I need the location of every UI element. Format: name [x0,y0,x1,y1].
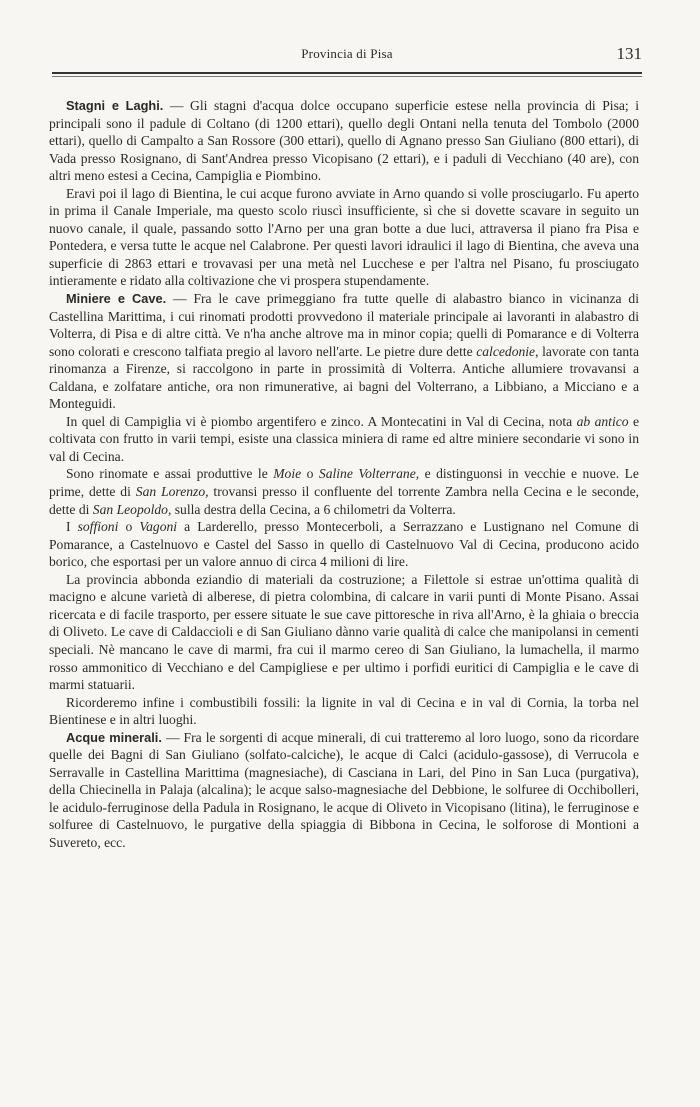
paragraph-soffioni [49,518,639,571]
paragraph-text: — Gli stagni d'acqua dolce occupano superficie estese nella provincia di Pisa; i principali sono il padule di Coltano (di 1200 ettari), quello degli Ontani nella tenuta del Tombolo (2000 ettari), quello di Campalto a San Rossore (300 ettari), quello di Agnano presso San Giuliano (800 ettari), di Vada presso Rosignano, di Sant'Andrea presso Vicopisano (2 ettari), e i paduli di Vecchiano (40 are), con altri meno estesi a Cecina, Campiglia e Piombino. [49,98,640,184]
paragraph-text: o [118,519,140,535]
paragraph-text: Ricorderemo infine i combustibili fossili: la lignite in val di Cecina e in val di Cornia, la torba nel Bientinese e in altri luoghi. [49,694,639,728]
paragraph-text: I [66,519,78,535]
paragraph-stagni [49,97,639,185]
paragraph-text: , lavorate con tanta rinomanza a Firenze, si raccolgono in parte in prossimità di Volterra. Antiche allumiere trovavansi a Caldana, e zolfatare antiche, ora non rimunerative, ai bagni del Volterrano, a Libbiano, a Micciano e a Monteguidi. [49,343,639,412]
paragraph-text: e coltivata con frutto in varii tempi, esiste una classica miniera di rame ed altre miniere secondarie vi sono in val di Cecina. [49,413,639,464]
paragraph-text: a Larderello, presso Montecerboli, a Serrazzano e Lustignano nel Comune di Pomarance, a Castelnuovo e Castel del Sasso in quello di Castelnuovo Val di Cecina, producono acido borico, che esportasi per un valore annuo di circa 4 milioni di lire. [49,519,639,570]
italic-term: San Lorenzo, [135,484,209,500]
section-heading-stagni: Stagni e Laghi. [66,98,164,113]
paragraph-text: — Fra le cave primeggiano fra tutte quelle di alabastro bianco in vicinanza di Castellina Marittima, i cui rinomati prodotti provvedono il materiale principale ai lavoranti in alabastro di Volterra, di Pisa e di altre città. Ve n'ha anche altrove ma in minor copia; quelli di Pomarance e di Volterra sono colorati e crescono talfiata pregio al lavoro nell'arte. Le pietre dure dette [49,291,639,359]
section-heading-acque: Acque minerali. [66,729,162,745]
running-title: Provincia di Pisa [301,46,393,61]
paragraph-text: trovansi presso il confluente del torrente Zambra nella Cecina e le seconde, dette di [49,484,640,517]
paragraph-text: — Fra le sorgenti di acque minerali, di cui tratteremo al loro luogo, sono da ricordare quelle dei Bagni di San Giuliano (solfato-calciche), le acque di Calci (acidulo-gassose), di Verrucola e Serravalle in Castellina Marittima (magnesiache), di Casciana in Lari, del Pino in San Luca (purgativa), della Chiecinella in Palaja (alcalina); le acque salso-magnesiache del Debbione, le solfuree di Occhibolleri, le acidulo-ferruginose della Padula in Rosignano, le acque di Oliveto in Vicopisano (litina), le ferruginose e solfuree di Castelnuovo, le purgative della spiaggia di Bibbona in Cecina, le solforose di Montioni a Suvereto, ecc. [49,729,639,850]
paragraph-bientina [49,185,639,290]
italic-term: Saline Volterrane, [318,466,420,482]
paragraph-text: Sono rinomate e assai produttive le [66,466,274,482]
header-rule [52,72,642,74]
italic-term: ab antico [576,413,629,429]
paragraph-text: sulla destra della Cecina, a 6 chilometri da Volterra. [171,501,456,517]
italic-term: soffioni [77,519,119,535]
italic-term: Vagoni [139,519,178,535]
page-number: 131 [616,44,642,63]
section-heading-miniere: Miniere e Cave. [66,291,167,307]
page-header [52,44,642,68]
italic-term: Moie [273,466,302,482]
italic-term: calcedonie [476,343,536,359]
paragraph-acque [49,729,639,852]
paragraph-text: Eravi poi il lago di Bientina, le cui acque furono avviate in Arno quando si volle prosciugarlo. Fu aperto in prima il Canale Imperiale, ma questo scolo riuscì insufficiente, sì che si dovette scavare in seguito un nuovo canale, il quale, passando sotto l'Arno per una gran botte a due luci, attraversa il piano fra Pisa e Pontedera, e versa tutte le acque nel Calabrone. Per questi lavori idraulici il lago di Bientina, che aveva una superficie di 2863 ettari e trovavasi per una metà nel Lucchese e per l'altra nel Pisano, fu prosciugato intieramente e ridato alla coltivazione che vi prospera stupendamente. [49,185,639,289]
paragraph-text: La provincia abbonda eziandio di materiali da costruzione; a Filettole si estrae un'ottima qualità di macigno e alcune varietà di alberese, di pietra colombina, di calcare in varii punti di Monte Pisano. Assai ricercata e di facile trasporto, per essere situate le sue cave pittoresche in riva all'Arno, è la ghiaia o breccia di Oliveto. Le cave di Caldaccioli e di San Giuliano dànno varie qualità di calce che manipolansi in cementi speciali. Nè mancano le cave di marmi, fra cui il marmo cereo di San Giuliano, la lumachella, il marmo rosso ammonitico di Vecchiano e del Campigliese e per ultimo i porfidi euritici di Campiglia e le cave di marmi statuarii. [49,571,639,693]
paragraph-combustibili [49,694,639,729]
paragraph-costruzione [49,571,639,694]
paragraph-text: o [301,466,319,482]
page-body [49,97,639,852]
paragraph-text: In quel di Campiglia vi è piombo argentifero e zinco. A Montecatini in Val di Cecina, nota [66,413,577,429]
paragraph-saline [49,465,639,518]
header-rule-thin [52,76,642,77]
italic-term: San Leopoldo, [92,501,172,517]
paragraph-text: e distinguonsi in vecchie e nuove. Le prime, dette di [49,466,639,500]
paragraph-miniere [49,290,639,413]
paragraph-campiglia [49,413,639,466]
